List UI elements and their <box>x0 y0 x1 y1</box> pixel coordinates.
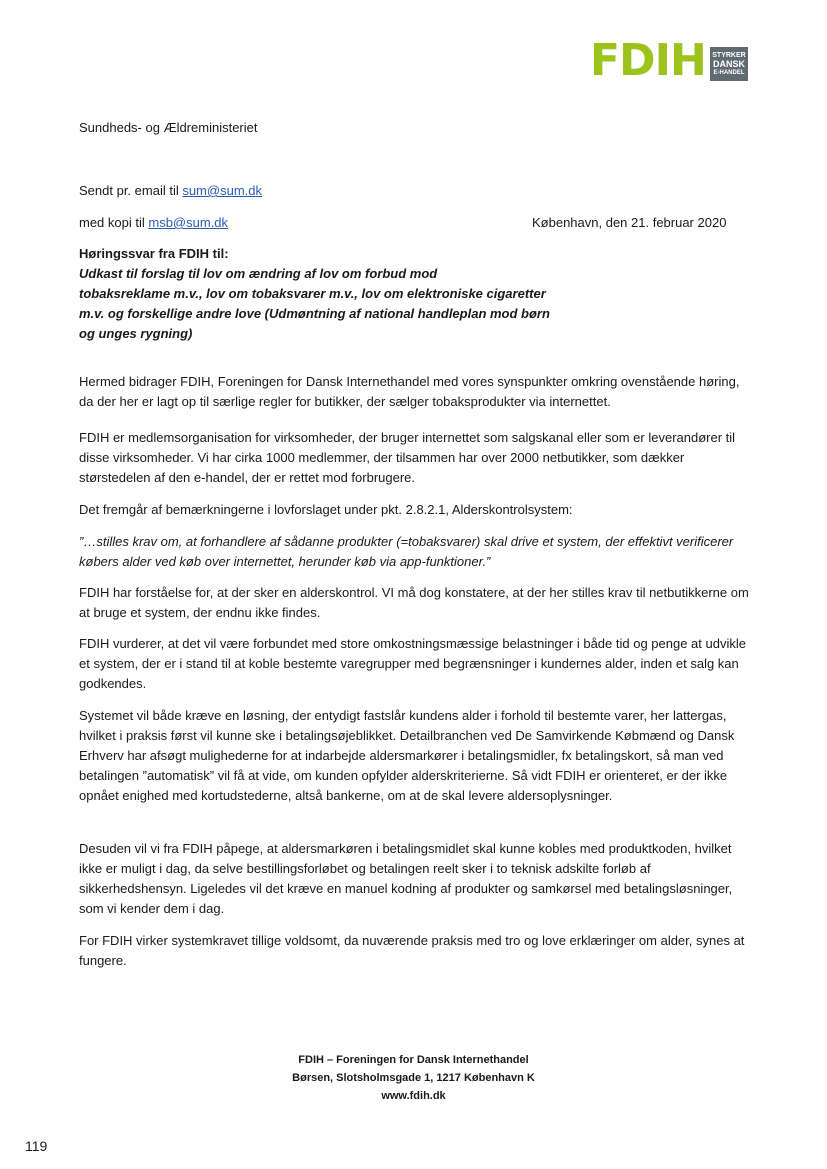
logo-tagline-2: DANSK <box>712 58 745 69</box>
sent-prefix: Sendt pr. email til <box>79 183 183 198</box>
footer-website: www.fdih.dk <box>381 1090 446 1102</box>
body-paragraph: Det fremgår af bemærkningerne i lovforslaget under pkt. 2.8.2.1, Alderskontrolsystem: <box>79 502 573 517</box>
body-paragraph: FDIH vurderer, at det vil være forbundet med store omkostningsmæssige belastninger i både tid og penge at udvikle et system, der er i stand til at koble bestemte varegrupper med begrænsninger i kundernes alder, inden et salg kan godkendes. <box>79 636 746 691</box>
footer-organisation: FDIH – Foreningen for Dansk Internethandel <box>298 1054 529 1066</box>
quote-paragraph: ”…stilles krav om, at forhandlere af sådanne produkter (=tobaksvarer) skal drive et system, der effektivt verificerer købers alder ved køb over internettet, herunder køb via app-funktioner.” <box>79 534 734 569</box>
body-paragraph: Hermed bidrager FDIH, Foreningen for Dansk Internethandel med vores synspunkter omkring ovenstående høring, da der her er lagt op til særlige regler for butikker, der sælger tobaksprodukter via internettet. <box>79 374 740 409</box>
body-paragraph: FDIH har forståelse for, at der sker en alderskontrol. VI må dog konstatere, at der her stilles krav til netbutikkerne om at bruge et system, der endnu ikke findes. <box>79 585 749 620</box>
body-paragraph: For FDIH virker systemkravet tillige voldsomt, da nuværende praksis med tro og love erklæringer om alder, synes at fungere. <box>79 933 745 968</box>
copy-email-link[interactable]: msb@sum.dk <box>148 215 229 230</box>
subject-heading: Høringssvar fra FDIH til: <box>79 246 229 261</box>
page-number: 119 <box>25 1138 48 1154</box>
copy-prefix: med kopi til <box>79 215 149 230</box>
fdih-logo <box>590 35 750 86</box>
subject-line: tobaksreklame m.v., lov om tobaksvarer m.v., lov om elektroniske cigaretter <box>79 286 546 301</box>
logo-wordmark: FDIH <box>590 35 706 86</box>
body-paragraph: FDIH er medlemsorganisation for virksomheder, der bruger internettet som salgskanal eller som er leverandører til disse virksomheder. Vi har cirka 1000 medlemmer, der tilsammen har over 2000 netbutikker, som dækker størstedelen af den e-handel, der er rettet mod forbrugere. <box>79 430 736 485</box>
recipient: Sundheds- og Ældreministeriet <box>79 120 258 135</box>
subject-line: Udkast til forslag til lov om ændring af lov om forbud mod <box>79 266 438 281</box>
letter-footer <box>0 1051 827 1105</box>
body-paragraph: Desuden vil vi fra FDIH påpege, at aldersmarkøren i betalingsmidlet skal kunne kobles med produktkoden, hvilket ikke er muligt i dag, da selve bestillingsforløbet og betalingen reelt sker i to teknisk adskilte forløb af sikkerhedshensyn. Ligeledes vil det kræve en manuel kodning af produkter og samkørsel med betalingsløsninger, som vi kender dem i dag. <box>79 841 733 916</box>
logo-tagline-box <box>710 47 748 81</box>
subject-line: og unges rygning) <box>79 326 193 341</box>
logo-tagline-1: STYRKER <box>712 51 746 59</box>
copy-line <box>79 213 228 233</box>
sent-email-link[interactable]: sum@sum.dk <box>182 183 262 198</box>
body-paragraph: Systemet vil både kræve en løsning, der entydigt fastslår kundens alder i forhold til bestemte varer, her lattergas, hvilket i praksis først vil kunne ske i betalingsøjeblikket. Detailbranchen ved De Samvirkende Købmænd og Dansk Erhverv har afsøgt mulighederne for at indarbejde aldersmarkører i betalingsmidler, fx betalingskort, så man ved betalingen ”automatisk” vil få at vide, om kunden opfylder alderskriterierne. Så vidt FDIH er orienteret, er der ikke opnået enighed med kortudstederne, altså bankerne, om at de skal levere aldersoplysninger. <box>79 708 735 803</box>
logo-tagline-3: E-HANDEL <box>713 69 745 76</box>
letter-date: København, den 21. februar 2020 <box>532 215 727 230</box>
footer-address: Børsen, Slotsholmsgade 1, 1217 København K <box>292 1072 535 1084</box>
subject-line: m.v. og forskellige andre love (Udmøntning af national handleplan mod børn <box>79 306 550 321</box>
sent-line <box>79 181 262 201</box>
subject-block <box>79 244 550 344</box>
